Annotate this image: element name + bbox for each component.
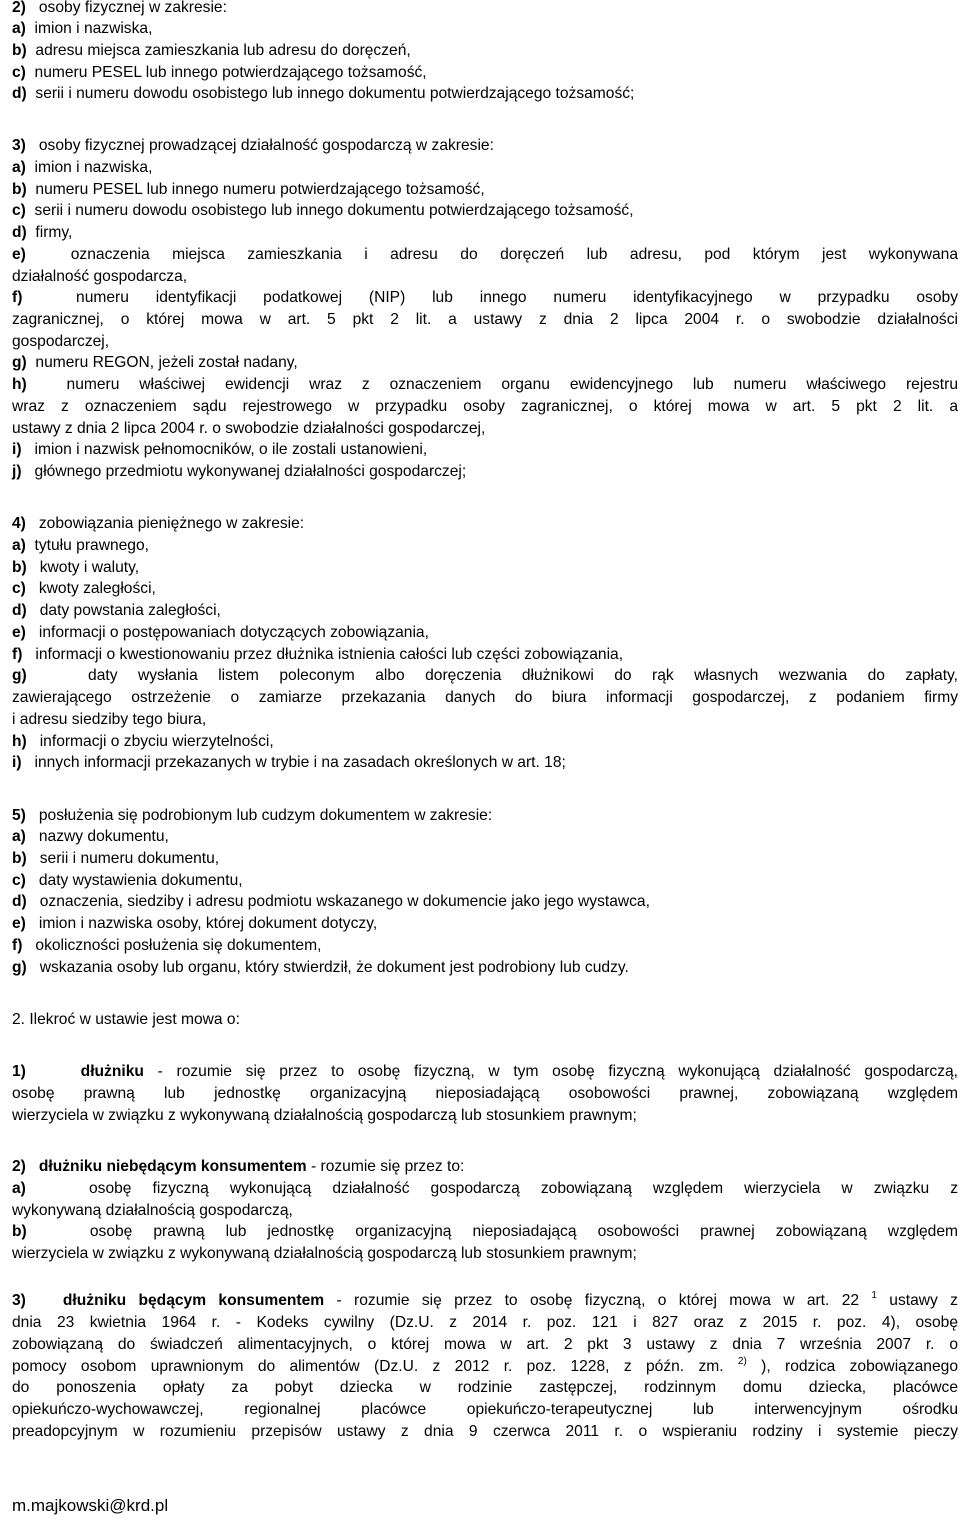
- list-item-continuation: wykonywaną działalnością gospodarczą,: [12, 1202, 293, 1219]
- list-item: b) adresu miejsca zamieszkania lub adresu do doręczeń,: [12, 42, 411, 59]
- list-item: i) imion i nazwisk pełnomocników, o ile zostali ustanowieni,: [12, 441, 428, 458]
- footnote-marker: 2): [737, 1356, 747, 1367]
- section-2-heading: 2) osoby fizycznej w zakresie:: [12, 0, 227, 16]
- list-item: j) głównego przedmiotu wykonywanej działalności gospodarczej;: [12, 463, 467, 480]
- list-item-continuation: zawierającego ostrzeżenie o zamiarze przekazania danych do biura informacji gospodarczej, z podaniem firmy: [12, 689, 958, 706]
- list-item: a) tytułu prawnego,: [12, 537, 149, 554]
- list-item-continuation: gospodarczej,: [12, 333, 110, 350]
- section-3-heading: 3) osoby fizycznej prowadzącej działalność gospodarczą w zakresie:: [12, 137, 494, 154]
- definition-continuation: do ponoszenia opłaty za pobyt dziecka w rodzinie zastępczej, rodzinnym domu dziecka, placówce: [12, 1379, 958, 1396]
- list-item: e) informacji o postępowaniach dotyczących zobowiązania,: [12, 624, 429, 641]
- list-item: e) oznaczenia miejsca zamieszkania i adresu do doręczeń lub adresu, pod którym jest wykonywana: [12, 246, 958, 263]
- definition-continuation: dnia 23 kwietnia 1964 r. - Kodeks cywilny (Dz.U. z 2014 r. poz. 121 i 827 oraz z 2015 r. poz. 4), osobę: [12, 1314, 958, 1331]
- list-item: d) oznaczenia, siedziby i adresu podmiotu wskazanego w dokumencie jako jego wystawca,: [12, 893, 650, 910]
- list-item: d) firmy,: [12, 224, 73, 241]
- list-item: d) daty powstania zaległości,: [12, 602, 221, 619]
- paragraph-2-heading: 2. Ilekroć w ustawie jest mowa o:: [12, 1011, 240, 1028]
- list-item: h) numeru właściwej ewidencji wraz z oznaczeniem organu ewidencyjnego lub numeru właściwego rejestru: [12, 376, 958, 393]
- section-4-heading: 4) zobowiązania pieniężnego w zakresie:: [12, 515, 305, 532]
- list-item: f) informacji o kwestionowaniu przez dłużnika istnienia całości lub części zobowiązania,: [12, 646, 624, 663]
- list-item: d) serii i numeru dowodu osobistego lub innego dokumentu potwierdzającego tożsamość;: [12, 85, 635, 102]
- list-item: c) daty wystawienia dokumentu,: [12, 872, 243, 889]
- list-item: b) osobę prawną lub jednostkę organizacyjną nieposiadającą osobowości prawnej zobowiązaną względem: [12, 1223, 959, 1240]
- definition-dluznik-konsument: 3) dłużniku będącym konsumentem - rozumie się przez to osobę fizyczną, o której mowa w art. 22 $^1$ ustawy z: [12, 1290, 958, 1309]
- section-5-heading: 5) posłużenia się podrobionym lub cudzym dokumentem w zakresie:: [12, 807, 493, 824]
- list-item: c) numeru PESEL lub innego potwierdzającego tożsamość,: [12, 64, 427, 81]
- list-item: b) serii i numeru dokumentu,: [12, 850, 220, 867]
- list-item: g) numeru REGON, jeżeli został nadany,: [12, 354, 298, 371]
- definition-continuation: opiekuńczo-wychowawczej, regionalnej placówce opiekuńczo-terapeutycznej lub interwencyjnym ośrodku: [12, 1401, 958, 1418]
- list-item-continuation: zagranicznej, o której mowa w art. 5 pkt 2 lit. a ustawy z dnia 2 lipca 2004 r. o swobodzie działalności: [12, 311, 958, 328]
- list-item: b) kwoty i waluty,: [12, 559, 140, 576]
- list-item: f) okoliczności posłużenia się dokumentem,: [12, 937, 322, 954]
- list-item-continuation: wraz z oznaczeniem sądu rejestrowego w przypadku osoby zagranicznej, o której mowa w art. 5 pkt 2 lit. a: [12, 398, 958, 415]
- list-item-continuation: działalność gospodarcza,: [12, 268, 188, 285]
- list-item: i) innych informacji przekazanych w trybie i na zasadach określonych w art. 18;: [12, 754, 566, 771]
- list-item: f) numeru identyfikacji podatkowej (NIP) lub innego numeru identyfikacyjnego w przypadku osoby: [12, 289, 958, 306]
- list-item: b) numeru PESEL lub innego numeru potwierdzającego tożsamość,: [12, 181, 485, 198]
- list-item: a) osobę fizyczną wykonującą działalność gospodarczą zobowiązaną względem wierzyciela w związku z: [12, 1180, 959, 1197]
- list-item: g) daty wysłania listem poleconym albo doręczenia dłużnikowi do rąk własnych wezwania do zapłaty,: [12, 667, 958, 684]
- list-item: a) imion i nazwiska,: [12, 20, 153, 37]
- list-item-continuation: wierzyciela w związku z wykonywaną działalnością gospodarczą lub stosunkiem prawnym;: [12, 1245, 637, 1262]
- definition-continuation: preadopcyjnym w rozumieniu przepisów ustawy z dnia 9 czerwca 2011 r. o wspieraniu rodziny i systemie pieczy: [12, 1423, 958, 1440]
- definition-dluznik: 1) dłużniku - rozumie się przez to osobę fizyczną, w tym osobę fizyczną wykonującą działalność gospodarczą,: [12, 1063, 958, 1080]
- list-item: e) imion i nazwiska osoby, której dokument dotyczy,: [12, 915, 378, 932]
- definition-continuation: wierzyciela w związku z wykonywaną działalnością gospodarczą lub stosunkiem prawnym;: [12, 1107, 637, 1124]
- list-item: a) nazwy dokumentu,: [12, 828, 169, 845]
- list-item-continuation: i adresu siedziby tego biura,: [12, 711, 207, 728]
- list-item: h) informacji o zbyciu wierzytelności,: [12, 733, 274, 750]
- definition-continuation: osobę prawną lub jednostkę organizacyjną nieposiadającą osobowości prawnej, zobowiązaną względem: [12, 1085, 958, 1102]
- list-item: g) wskazania osoby lub organu, który stwierdził, że dokument jest podrobiony lub cudzy.: [12, 959, 629, 976]
- list-item-continuation: ustawy z dnia 2 lipca 2004 r. o swobodzie działalności gospodarczej,: [12, 420, 486, 437]
- list-item: c) serii i numeru dowodu osobistego lub innego dokumentu potwierdzającego tożsamość,: [12, 202, 634, 219]
- footer-email: m.majkowski@krd.pl: [12, 1496, 169, 1515]
- list-item: a) imion i nazwiska,: [12, 159, 153, 176]
- definition-dluznik-niekonsument: 2) dłużniku niebędącym konsumentem - rozumie się przez to:: [12, 1158, 465, 1175]
- definition-continuation: zobowiązaną do świadczeń alimentacyjnych, o której mowa w art. 2 pkt 3 ustawy z dnia 7 września 2007 r. o: [12, 1336, 958, 1353]
- definition-continuation: pomocy osobom uprawnionym do alimentów (Dz.U. z 2012 r. poz. 1228, z późn. zm. $^{2)}$ ), rodzica zobowiązanego: [12, 1356, 958, 1375]
- list-item: c) kwoty zaległości,: [12, 580, 156, 597]
- footnote-marker: 1: [871, 1290, 877, 1301]
